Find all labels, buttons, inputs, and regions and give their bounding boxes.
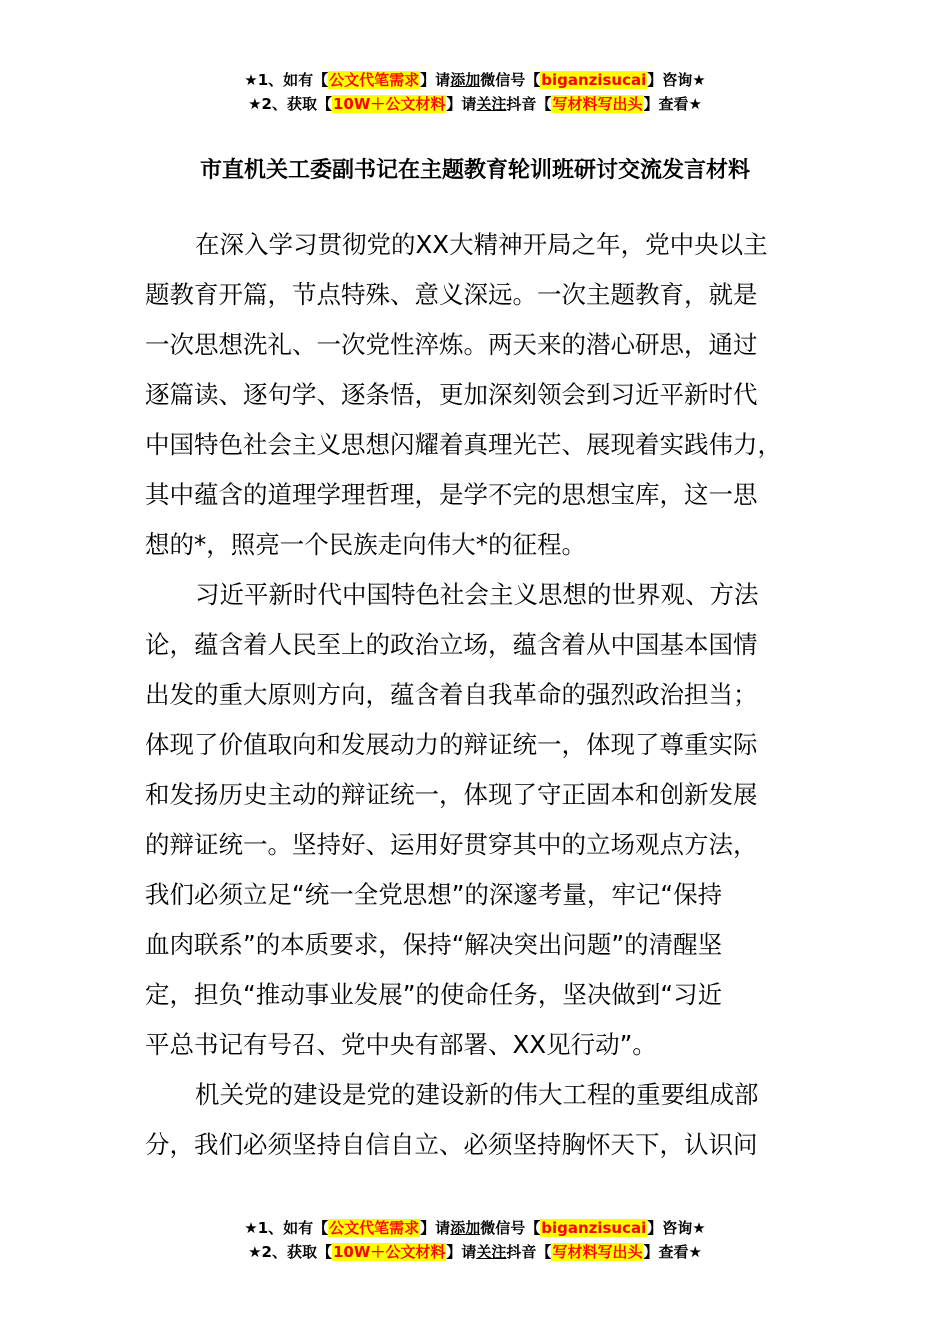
banner-highlight: biganzisucai bbox=[541, 71, 647, 89]
text-line: 机关党的建设是党的建设新的伟大工程的重要组成部 bbox=[195, 1080, 759, 1109]
banner-underline: 关注 bbox=[476, 1243, 507, 1261]
text-line: 一次思想洗礼、一次党性淬炼。两天来的潜心研思，通过 bbox=[145, 330, 758, 359]
banner-highlight: 10W＋公文材料 bbox=[332, 95, 446, 113]
banner-text: 】咨询★ bbox=[647, 1219, 706, 1237]
banner-text: 抖音【 bbox=[506, 95, 552, 113]
text-line: 分，我们必须坚持自信自立、必须坚持胸怀天下，认识问 bbox=[145, 1130, 758, 1159]
document-title: 市直机关工委副书记在主题教育轮训班研讨交流发言材料 bbox=[199, 158, 750, 183]
text-line: 中国特色社会主义思想闪耀着真理光芒、展现着实践伟力， bbox=[145, 430, 782, 459]
banner-highlight: biganzisucai bbox=[541, 1219, 647, 1237]
banner-text: ★1、如有【 bbox=[244, 1219, 329, 1237]
footer-banner bbox=[0, 1216, 950, 1264]
text-line: 定，担负“推动事业发展”的使命任务，坚决做到“习近 bbox=[145, 980, 723, 1009]
text-line: 血肉联系”的本质要求，保持“解决突出问题”的清醒坚 bbox=[145, 930, 723, 959]
document-body bbox=[145, 220, 810, 1170]
banner-underline: 添加 bbox=[450, 71, 481, 89]
text-line: 想的*，照亮一个民族走向伟大*的征程。 bbox=[145, 530, 586, 559]
text-line: 我们必须立足“统一全党思想”的深邃考量，牢记“保持 bbox=[145, 880, 723, 909]
text-line: 其中蕴含的道理学理哲理，是学不完的思想宝库，这一思 bbox=[145, 480, 758, 509]
banner-text: 】请 bbox=[446, 1243, 477, 1261]
banner-text: 】咨询★ bbox=[647, 71, 706, 89]
banner-text: 】请 bbox=[420, 1219, 451, 1237]
banner-highlight: 10W＋公文材料 bbox=[332, 1243, 446, 1261]
text-line: 体现了价值取向和发展动力的辩证统一，体现了尊重实际 bbox=[145, 730, 758, 759]
banner-highlight: 写材料写出头 bbox=[552, 95, 643, 113]
banner-text: 】查看★ bbox=[643, 1243, 702, 1261]
banner-text: 】查看★ bbox=[643, 95, 702, 113]
banner-line-1 bbox=[0, 1216, 950, 1240]
header-banner bbox=[0, 68, 950, 116]
banner-text: 】请 bbox=[420, 71, 451, 89]
banner-line-2 bbox=[0, 1240, 950, 1264]
banner-text: 抖音【 bbox=[506, 1243, 552, 1261]
banner-highlight: 公文代笔需求 bbox=[329, 1219, 420, 1237]
banner-text: ★2、获取【 bbox=[248, 95, 332, 113]
banner-text: ★2、获取【 bbox=[248, 1243, 332, 1261]
banner-highlight: 写材料写出头 bbox=[552, 1243, 643, 1261]
text-line: 出发的重大原则方向，蕴含着自我革命的强烈政治担当； bbox=[145, 680, 758, 709]
banner-line-2 bbox=[0, 92, 950, 116]
banner-underline: 关注 bbox=[476, 95, 507, 113]
text-line: 在深入学习贯彻党的XX大精神开局之年，党中央以主 bbox=[195, 230, 768, 259]
text-line: 习近平新时代中国特色社会主义思想的世界观、方法 bbox=[195, 580, 759, 609]
banner-line-1 bbox=[0, 68, 950, 92]
text-line: 论，蕴含着人民至上的政治立场，蕴含着从中国基本国情 bbox=[145, 630, 758, 659]
text-line: 平总书记有号召、党中央有部署、XX见行动”。 bbox=[145, 1030, 657, 1059]
banner-highlight: 公文代笔需求 bbox=[329, 71, 420, 89]
text-line: 逐篇读、逐句学、逐条悟，更加深刻领会到习近平新时代 bbox=[145, 380, 758, 409]
banner-text: 微信号【 bbox=[480, 1219, 541, 1237]
banner-text: 】请 bbox=[446, 95, 477, 113]
text-line: 的辩证统一。坚持好、运用好贯穿其中的立场观点方法， bbox=[145, 830, 758, 859]
text-line: 和发扬历史主动的辩证统一，体现了守正固本和创新发展 bbox=[145, 780, 758, 809]
banner-text: ★1、如有【 bbox=[244, 71, 329, 89]
text-line: 题教育开篇，节点特殊、意义深远。一次主题教育，就是 bbox=[145, 280, 758, 309]
banner-underline: 添加 bbox=[450, 1219, 481, 1237]
banner-text: 微信号【 bbox=[480, 71, 541, 89]
